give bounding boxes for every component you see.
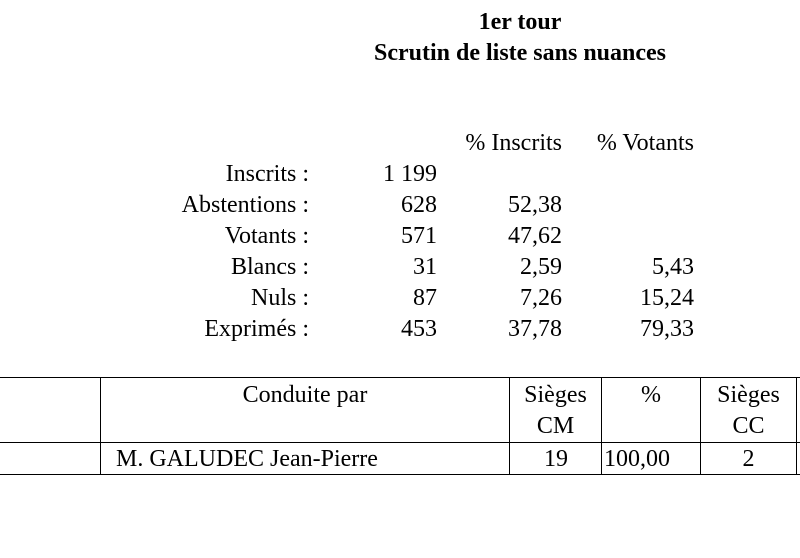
stat-pct-inscrits-abstentions: 52,38: [508, 192, 562, 218]
stat-pct-inscrits-blancs: 2,59: [520, 254, 562, 280]
col-divider: [796, 377, 797, 475]
round-title: 1er tour: [478, 9, 562, 35]
stat-pct-inscrits-exprimes: 37,78: [508, 316, 562, 342]
stat-count-blancs: 31: [413, 254, 437, 280]
row-sieges-cm: 19: [544, 446, 568, 472]
stat-pct-inscrits-votants: 47,62: [508, 223, 562, 249]
header-sieges-cc-line1: Sièges: [717, 382, 780, 408]
ballot-type-title: Scrutin de liste sans nuances: [373, 40, 667, 66]
header-conduite-par: Conduite par: [242, 382, 368, 408]
row-conduite: M. GALUDEC Jean-Pierre: [116, 446, 378, 472]
stat-count-exprimes: 453: [401, 316, 437, 342]
stat-pct-inscrits-nuls: 7,26: [520, 285, 562, 311]
stat-label-nuls: Nuls :: [250, 285, 309, 311]
stat-label-inscrits: Inscrits :: [225, 161, 309, 187]
stat-label-blancs: Blancs :: [231, 254, 309, 280]
stat-label-votants: Votants :: [224, 223, 309, 249]
table-header-divider: [0, 442, 800, 443]
stat-count-votants: 571: [401, 223, 437, 249]
table-top-border: [0, 377, 800, 378]
header-sieges-cc-line2: CC: [732, 413, 765, 439]
stat-count-inscrits: 1 199: [383, 161, 437, 187]
row-sieges-cc: 2: [742, 446, 755, 472]
stat-pct-votants-nuls: 15,24: [640, 285, 694, 311]
header-sieges-cm-line2: CM: [536, 413, 575, 439]
pct-votants-header: % Votants: [596, 130, 694, 156]
pct-inscrits-header: % Inscrits: [465, 130, 562, 156]
stat-pct-votants-exprimes: 79,33: [640, 316, 694, 342]
stat-label-abstentions: Abstentions :: [181, 192, 309, 218]
stat-label-exprimes: Exprimés :: [204, 316, 309, 342]
row-pct: 100,00: [604, 446, 670, 472]
stat-pct-votants-blancs: 5,43: [652, 254, 694, 280]
stat-count-abstentions: 628: [401, 192, 437, 218]
stat-count-nuls: 87: [413, 285, 437, 311]
header-pct: %: [641, 382, 661, 408]
header-sieges-cm-line1: Sièges: [524, 382, 587, 408]
